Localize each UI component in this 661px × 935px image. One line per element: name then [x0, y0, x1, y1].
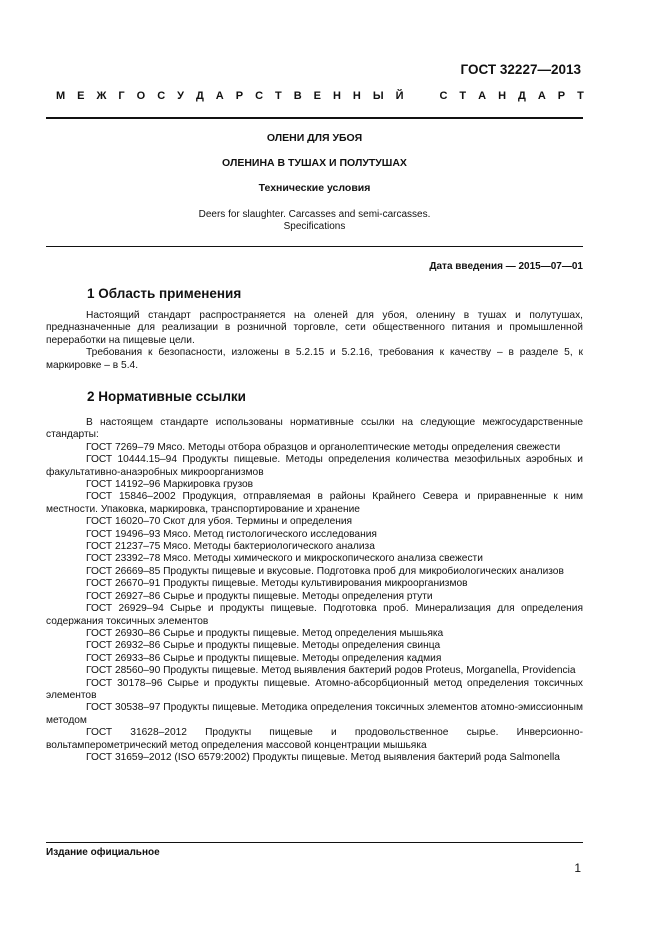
reference-item: ГОСТ 30178–96 Сырье и продукты пищевые. Атомно-абсорбционный метод определения токсичных элементов [46, 677, 583, 701]
document-title: ОЛЕНИ ДЛЯ УБОЯ [266, 132, 363, 144]
section-2-heading: 2 Нормативные ссылки [87, 389, 246, 404]
paragraph: В настоящем стандарте использованы нормативные ссылки на следующие межгосударственные стандарты: [46, 417, 583, 441]
banner-letter: Е [77, 90, 85, 102]
document-subtitle: ОЛЕНИНА В ТУШАХ И ПОЛУТУШАХ [222, 157, 407, 169]
banner-letter: Т [577, 90, 584, 102]
official-edition-label: Издание официальное [46, 847, 160, 858]
banner-letter: О [136, 90, 146, 102]
reference-item: ГОСТ 31628–2012 Продукты пищевые и продовольственное сырье. Инверсионно-вольтамперометрический метод определения массовой концентрации мышьяка [46, 727, 583, 751]
reference-item: ГОСТ 26670–91 Продукты пищевые. Методы культивирования микроорганизмов [86, 578, 468, 590]
header-divider [46, 117, 583, 119]
reference-item: ГОСТ 30538–97 Продукты пищевые. Методика определения токсичных элементов атомно-эмиссионным методом [46, 702, 583, 726]
reference-item: ГОСТ 21237–75 Мясо. Методы бактериологического анализа [86, 541, 375, 553]
banner-letter: Д [518, 90, 526, 102]
section-2-body [46, 417, 583, 764]
banner-letter: Ж [96, 90, 107, 102]
banner-letter: Е [313, 90, 321, 102]
banner-letter: А [215, 90, 224, 102]
banner-letter: В [293, 90, 302, 102]
banner-letter: Р [557, 90, 566, 102]
banner-letter: А [478, 90, 487, 102]
introduction-date: Дата введения — 2015—07—01 [429, 261, 583, 272]
standard-code: ГОСТ 32227—2013 [460, 62, 581, 77]
reference-item: ГОСТ 31659–2012 (ISO 6579:2002) Продукты пищевые. Метод выявления бактерий рода Salmonella [86, 751, 560, 763]
english-title-line-1: Deers for slaughter. Carcasses and semi-carcasses. [198, 209, 431, 220]
banner-letter: Ы [372, 90, 384, 102]
section-1-heading: 1 Область применения [87, 286, 242, 301]
reference-item: ГОСТ 26929–94 Сырье и продукты пищевые. Подготовка проб. Минерализация для определения содержания токсичных элементов [46, 603, 583, 627]
banner-letter: Н [352, 90, 361, 102]
banner-letter: Й [395, 90, 404, 102]
page-number: 1 [574, 861, 581, 875]
banner-letter: Г [118, 90, 125, 102]
english-title [46, 209, 583, 233]
reference-item: ГОСТ 26930–86 Сырье и продукты пищевые. Метод определения мышьяка [86, 627, 444, 639]
paragraph: Требования к безопасности, изложены в 5.2.15 и 5.2.16, требования к качеству – в разделе 5, к маркировке – в 5.4. [46, 347, 583, 371]
english-title-line-2: Specifications [283, 221, 346, 232]
paragraph: Настоящий стандарт распространяется на оленей для убоя, оленину в тушах и полутушах, предназначенные для реализации в розничной торговле, сети общественного питания и промышленной переработки на пищевые цели. [46, 310, 583, 346]
reference-item: ГОСТ 7269–79 Мясо. Методы отбора образцов и органолептические методы определения свежести [86, 441, 561, 453]
banner-letter: Н [498, 90, 507, 102]
banner-letter: Р [235, 90, 244, 102]
title-divider [46, 246, 583, 247]
document-type: Технические условия [258, 182, 371, 194]
banner-letter: С [255, 90, 264, 102]
footer-divider [46, 842, 583, 843]
reference-item: ГОСТ 16020–70 Скот для убоя. Термины и определения [86, 516, 353, 528]
reference-item: ГОСТ 26933–86 Сырье и продукты пищевые. Методы определения кадмия [86, 652, 442, 664]
reference-item: ГОСТ 26932–86 Сырье и продукты пищевые. Методы определения свинца [86, 640, 441, 652]
banner-letter: Т [459, 90, 467, 102]
banner-letter: С [439, 90, 448, 102]
reference-item: ГОСТ 15846–2002 Продукция, отправляемая в районы Крайнего Севера и приравненные к ним местности. Упаковка, маркировка, транспортирование и хранение [46, 491, 583, 515]
banner-letter: Н [332, 90, 341, 102]
banner-letter: А [537, 90, 546, 102]
reference-item: ГОСТ 19496–93 Мясо. Метод гистологического исследования [86, 528, 377, 540]
section-1-body [46, 310, 583, 372]
reference-item: ГОСТ 26669–85 Продукты пищевые и вкусовые. Подготовка проб для микробиологических анализов [86, 565, 564, 577]
banner-letter: С [157, 90, 166, 102]
banner-letter: Д [195, 90, 204, 102]
banner-letter: М [56, 90, 66, 102]
reference-item: ГОСТ 14192–96 Маркировка грузов [86, 479, 254, 491]
reference-item: ГОСТ 23392–78 Мясо. Методы химического и микроскопического анализа свежести [86, 553, 483, 565]
banner-letter: У [177, 90, 184, 102]
reference-item: ГОСТ 10444.15–94 Продукты пищевые. Методы определения количества мезофильных аэробных и факультативно-анаэробных микроорганизмов [46, 454, 583, 478]
reference-item: ГОСТ 26927–86 Сырье и продукты пищевые. Методы определения ртути [86, 590, 433, 602]
interstate-standard-banner [56, 90, 584, 102]
banner-letter: Т [275, 90, 282, 102]
reference-item: ГОСТ 28560–90 Продукты пищевые. Метод выявления бактерий родов Proteus, Morganella, Providencia [86, 665, 576, 677]
